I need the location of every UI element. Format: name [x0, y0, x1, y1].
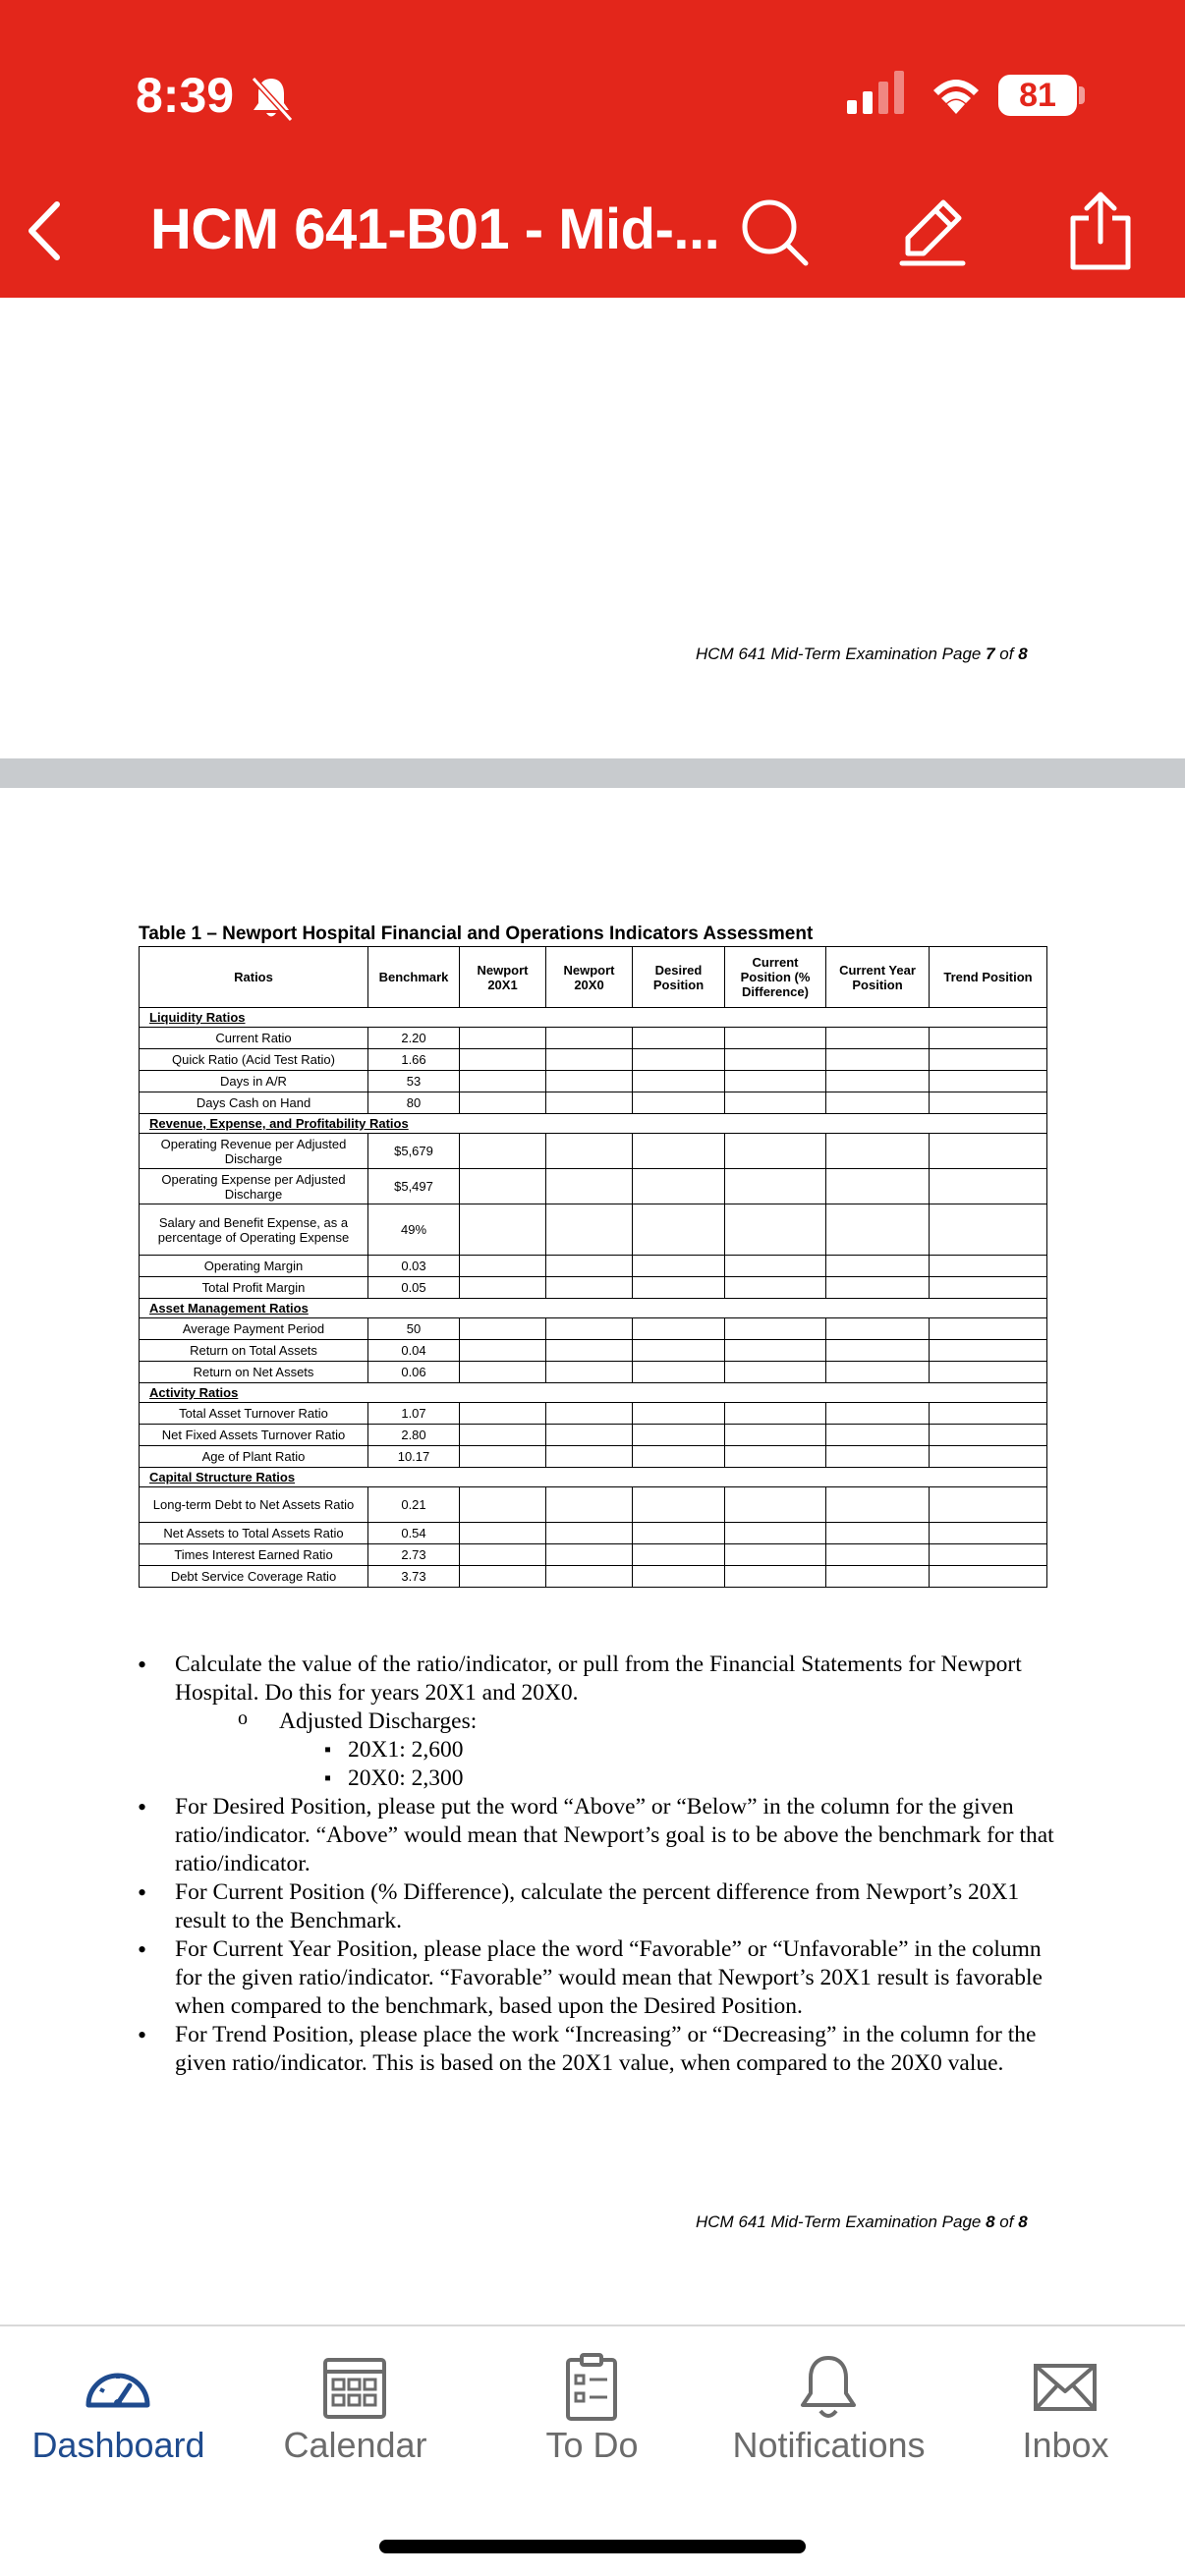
- table-row: [140, 1092, 1047, 1114]
- battery-tip: [1079, 86, 1085, 104]
- empty-answer-cell: [460, 1362, 546, 1383]
- ratio-cell: Net Fixed Assets Turnover Ratio: [140, 1425, 368, 1446]
- empty-answer-cell: [546, 1523, 633, 1544]
- sub-list-item: o Adjusted Discharges:: [138, 1708, 1056, 1736]
- empty-answer-cell: [546, 1544, 633, 1566]
- column-header: Ratios: [140, 947, 368, 1008]
- wifi-icon: [926, 69, 987, 116]
- empty-answer-cell: [633, 1487, 725, 1523]
- empty-answer-cell: [930, 1318, 1047, 1340]
- ratio-cell: Return on Total Assets: [140, 1340, 368, 1362]
- empty-answer-cell: [826, 1071, 930, 1092]
- empty-answer-cell: [930, 1523, 1047, 1544]
- empty-answer-cell: [546, 1169, 633, 1204]
- empty-answer-cell: [725, 1204, 826, 1256]
- table-row: [140, 1446, 1047, 1468]
- table-row: [140, 1049, 1047, 1071]
- empty-answer-cell: [930, 1256, 1047, 1277]
- benchmark-cell: 1.66: [368, 1049, 460, 1071]
- empty-answer-cell: [460, 1204, 546, 1256]
- empty-answer-cell: [460, 1446, 546, 1468]
- empty-answer-cell: [633, 1318, 725, 1340]
- empty-answer-cell: [725, 1049, 826, 1071]
- benchmark-cell: 50: [368, 1318, 460, 1340]
- empty-answer-cell: [546, 1256, 633, 1277]
- empty-answer-cell: [725, 1403, 826, 1425]
- empty-answer-cell: [930, 1071, 1047, 1092]
- empty-answer-cell: [546, 1277, 633, 1299]
- section-title: Asset Management Ratios: [140, 1299, 1047, 1318]
- sub-sub-list-item: ▪ 20X1: 2,600: [138, 1736, 1056, 1764]
- empty-answer-cell: [546, 1487, 633, 1523]
- tab-label: To Do: [545, 2425, 639, 2465]
- benchmark-cell: 80: [368, 1092, 460, 1114]
- table-section-row: [140, 1383, 1047, 1403]
- empty-answer-cell: [546, 1446, 633, 1468]
- table-row: [140, 1134, 1047, 1169]
- ratio-cell: Operating Expense per Adjusted Discharge: [140, 1169, 368, 1204]
- empty-answer-cell: [930, 1134, 1047, 1169]
- bottom-tab-bar: [0, 2324, 1185, 2576]
- ratio-cell: Total Profit Margin: [140, 1277, 368, 1299]
- home-indicator: [379, 2540, 806, 2553]
- ratio-cell: Average Payment Period: [140, 1318, 368, 1340]
- section-title: Revenue, Expense, and Profitability Ratios: [140, 1114, 1047, 1134]
- empty-answer-cell: [826, 1169, 930, 1204]
- empty-answer-cell: [930, 1092, 1047, 1114]
- empty-answer-cell: [826, 1425, 930, 1446]
- instructions: [138, 1651, 1056, 2078]
- empty-answer-cell: [826, 1523, 930, 1544]
- ratio-cell: Operating Revenue per Adjusted Discharge: [140, 1134, 368, 1169]
- empty-answer-cell: [725, 1362, 826, 1383]
- empty-answer-cell: [633, 1134, 725, 1169]
- benchmark-cell: 0.21: [368, 1487, 460, 1523]
- benchmark-cell: 0.05: [368, 1277, 460, 1299]
- empty-answer-cell: [826, 1340, 930, 1362]
- table-row: [140, 1425, 1047, 1446]
- empty-answer-cell: [460, 1487, 546, 1523]
- benchmark-cell: 0.54: [368, 1523, 460, 1544]
- empty-answer-cell: [633, 1425, 725, 1446]
- page-footer: HCM 641 Mid-Term Examination Page 8 of 8: [696, 2212, 1028, 2231]
- empty-answer-cell: [826, 1256, 930, 1277]
- empty-answer-cell: [826, 1566, 930, 1588]
- ratio-cell: Days in A/R: [140, 1071, 368, 1092]
- ratio-cell: Days Cash on Hand: [140, 1092, 368, 1114]
- empty-answer-cell: [546, 1028, 633, 1049]
- calendar-icon: [317, 2350, 392, 2425]
- empty-answer-cell: [930, 1566, 1047, 1588]
- empty-answer-cell: [930, 1204, 1047, 1256]
- list-item: • Calculate the value of the ratio/indicator, or pull from the Financial Statements for Newport Hospital. Do this for years 20X1 and 20X0.: [138, 1651, 1056, 1708]
- column-header: Desired Position: [633, 947, 725, 1008]
- tab-label: Inbox: [1022, 2425, 1109, 2465]
- empty-answer-cell: [546, 1425, 633, 1446]
- list-item: • For Trend Position, please place the work “Increasing” or “Decreasing” in the column for the given ratio/indicator. This is based on the 20X1 value, when compared to the 20X0 value.: [138, 2021, 1056, 2078]
- table-body: [140, 1008, 1047, 1588]
- empty-answer-cell: [633, 1340, 725, 1362]
- empty-answer-cell: [633, 1446, 725, 1468]
- mail-icon: [1028, 2350, 1102, 2425]
- empty-answer-cell: [633, 1403, 725, 1425]
- annotate-pen-icon[interactable]: [894, 195, 969, 269]
- signal-icon: [847, 71, 908, 114]
- empty-answer-cell: [826, 1049, 930, 1071]
- empty-answer-cell: [826, 1092, 930, 1114]
- empty-answer-cell: [826, 1277, 930, 1299]
- battery-icon: 81: [998, 75, 1077, 116]
- tab-notifications[interactable]: [710, 2326, 947, 2484]
- tab-dashboard[interactable]: [0, 2326, 237, 2484]
- empty-answer-cell: [460, 1256, 546, 1277]
- table-section-row: [140, 1114, 1047, 1134]
- column-header: Current Position (% Difference): [725, 947, 826, 1008]
- tab-label: Calendar: [283, 2425, 427, 2465]
- column-header: Trend Position: [930, 947, 1047, 1008]
- table-row: [140, 1340, 1047, 1362]
- empty-answer-cell: [826, 1446, 930, 1468]
- empty-answer-cell: [725, 1446, 826, 1468]
- document-title: HCM 641-B01 - Mid-...: [150, 197, 720, 261]
- ratio-cell: Salary and Benefit Expense, as a percentage of Operating Expense: [140, 1204, 368, 1256]
- todo-icon: [554, 2350, 629, 2425]
- empty-answer-cell: [546, 1566, 633, 1588]
- ratio-cell: Quick Ratio (Acid Test Ratio): [140, 1049, 368, 1071]
- ratio-cell: Times Interest Earned Ratio: [140, 1544, 368, 1566]
- empty-answer-cell: [725, 1425, 826, 1446]
- empty-answer-cell: [725, 1277, 826, 1299]
- table-row: [140, 1403, 1047, 1425]
- ratio-cell: Total Asset Turnover Ratio: [140, 1403, 368, 1425]
- empty-answer-cell: [633, 1169, 725, 1204]
- table-row: [140, 1204, 1047, 1256]
- section-title: Liquidity Ratios: [140, 1008, 1047, 1028]
- tab-inbox[interactable]: [947, 2326, 1184, 2484]
- app-header: [0, 0, 1185, 298]
- empty-answer-cell: [633, 1256, 725, 1277]
- tab-calendar[interactable]: [237, 2326, 474, 2484]
- ratio-cell: Age of Plant Ratio: [140, 1446, 368, 1468]
- empty-answer-cell: [930, 1403, 1047, 1425]
- empty-answer-cell: [725, 1340, 826, 1362]
- empty-answer-cell: [633, 1362, 725, 1383]
- table-row: [140, 1544, 1047, 1566]
- empty-answer-cell: [725, 1544, 826, 1566]
- ratio-cell: Operating Margin: [140, 1256, 368, 1277]
- column-header: Newport 20X1: [460, 947, 546, 1008]
- table-section-row: [140, 1299, 1047, 1318]
- empty-answer-cell: [546, 1204, 633, 1256]
- empty-answer-cell: [633, 1092, 725, 1114]
- empty-answer-cell: [633, 1566, 725, 1588]
- empty-answer-cell: [460, 1071, 546, 1092]
- empty-answer-cell: [460, 1092, 546, 1114]
- empty-answer-cell: [725, 1134, 826, 1169]
- empty-answer-cell: [725, 1169, 826, 1204]
- empty-answer-cell: [633, 1544, 725, 1566]
- empty-answer-cell: [460, 1049, 546, 1071]
- ratio-cell: Return on Net Assets: [140, 1362, 368, 1383]
- empty-answer-cell: [633, 1277, 725, 1299]
- empty-answer-cell: [725, 1256, 826, 1277]
- sub-sub-list-item: ▪ 20X0: 2,300: [138, 1764, 1056, 1793]
- empty-answer-cell: [826, 1362, 930, 1383]
- dashboard-icon: [81, 2350, 155, 2425]
- table-row: [140, 1028, 1047, 1049]
- share-icon[interactable]: [1063, 189, 1138, 271]
- table-section-row: [140, 1468, 1047, 1487]
- empty-answer-cell: [930, 1028, 1047, 1049]
- benchmark-cell: 2.73: [368, 1544, 460, 1566]
- empty-answer-cell: [930, 1340, 1047, 1362]
- ratio-cell: Debt Service Coverage Ratio: [140, 1566, 368, 1588]
- empty-answer-cell: [460, 1169, 546, 1204]
- empty-answer-cell: [725, 1566, 826, 1588]
- empty-answer-cell: [725, 1028, 826, 1049]
- ratio-cell: Long-term Debt to Net Assets Ratio: [140, 1487, 368, 1523]
- benchmark-cell: $5,679: [368, 1134, 460, 1169]
- empty-answer-cell: [460, 1425, 546, 1446]
- empty-answer-cell: [460, 1544, 546, 1566]
- benchmark-cell: 0.03: [368, 1256, 460, 1277]
- benchmark-cell: 1.07: [368, 1403, 460, 1425]
- empty-answer-cell: [826, 1403, 930, 1425]
- ratio-cell: Net Assets to Total Assets Ratio: [140, 1523, 368, 1544]
- table-row: [140, 1487, 1047, 1523]
- benchmark-cell: 53: [368, 1071, 460, 1092]
- empty-answer-cell: [460, 1403, 546, 1425]
- empty-answer-cell: [546, 1092, 633, 1114]
- search-icon[interactable]: [739, 196, 812, 269]
- empty-answer-cell: [633, 1204, 725, 1256]
- empty-answer-cell: [930, 1049, 1047, 1071]
- page-footer: HCM 641 Mid-Term Examination Page 7 of 8: [696, 644, 1028, 663]
- empty-answer-cell: [460, 1523, 546, 1544]
- benchmark-cell: 2.20: [368, 1028, 460, 1049]
- ratio-cell: Current Ratio: [140, 1028, 368, 1049]
- table-section-row: [140, 1008, 1047, 1028]
- empty-answer-cell: [930, 1446, 1047, 1468]
- empty-answer-cell: [826, 1544, 930, 1566]
- list-item: • For Desired Position, please put the word “Above” or “Below” in the column for the given ratio/indicator. “Above” would mean that Newport’s goal is to be above the benchmark for that ratio/indicator.: [138, 1793, 1056, 1878]
- benchmark-cell: 49%: [368, 1204, 460, 1256]
- empty-answer-cell: [725, 1092, 826, 1114]
- empty-answer-cell: [930, 1544, 1047, 1566]
- table-row: [140, 1523, 1047, 1544]
- empty-answer-cell: [546, 1340, 633, 1362]
- table-row: [140, 1277, 1047, 1299]
- empty-answer-cell: [460, 1566, 546, 1588]
- empty-answer-cell: [725, 1523, 826, 1544]
- empty-answer-cell: [460, 1277, 546, 1299]
- column-header: Benchmark: [368, 947, 460, 1008]
- section-title: Capital Structure Ratios: [140, 1468, 1047, 1487]
- status-time: 8:39: [136, 68, 235, 123]
- table-row: [140, 1318, 1047, 1340]
- section-title: Activity Ratios: [140, 1383, 1047, 1403]
- list-item: • For Current Year Position, please place the word “Favorable” or “Unfavorable” in the column for the given ratio/indicator. “Favorable” would mean that Newport’s 20X1 result is favorable when compared to the benchmark, based upon the Desired Position.: [138, 1935, 1056, 2021]
- empty-answer-cell: [546, 1403, 633, 1425]
- financial-indicators-table: [139, 946, 1047, 1588]
- benchmark-cell: 2.80: [368, 1425, 460, 1446]
- empty-answer-cell: [826, 1028, 930, 1049]
- empty-answer-cell: [546, 1049, 633, 1071]
- table-row: [140, 1256, 1047, 1277]
- empty-answer-cell: [633, 1523, 725, 1544]
- table-header-row: [140, 947, 1047, 1008]
- benchmark-cell: 0.04: [368, 1340, 460, 1362]
- back-icon[interactable]: [20, 196, 69, 265]
- empty-answer-cell: [546, 1362, 633, 1383]
- benchmark-cell: $5,497: [368, 1169, 460, 1204]
- benchmark-cell: 10.17: [368, 1446, 460, 1468]
- empty-answer-cell: [930, 1425, 1047, 1446]
- empty-answer-cell: [930, 1362, 1047, 1383]
- empty-answer-cell: [633, 1028, 725, 1049]
- tab-label: Notifications: [732, 2425, 926, 2465]
- empty-answer-cell: [826, 1318, 930, 1340]
- table-row: [140, 1169, 1047, 1204]
- benchmark-cell: 0.06: [368, 1362, 460, 1383]
- empty-answer-cell: [930, 1169, 1047, 1204]
- empty-answer-cell: [725, 1318, 826, 1340]
- empty-answer-cell: [460, 1028, 546, 1049]
- bell-off-icon: [246, 73, 297, 124]
- bell-icon: [791, 2350, 866, 2425]
- empty-answer-cell: [826, 1204, 930, 1256]
- empty-answer-cell: [725, 1487, 826, 1523]
- empty-answer-cell: [930, 1487, 1047, 1523]
- table-row: [140, 1566, 1047, 1588]
- empty-answer-cell: [460, 1134, 546, 1169]
- tab-label: Dashboard: [31, 2425, 205, 2465]
- empty-answer-cell: [826, 1487, 930, 1523]
- tab-todo[interactable]: [474, 2326, 710, 2484]
- column-header: Newport 20X0: [546, 947, 633, 1008]
- table-row: [140, 1362, 1047, 1383]
- instruction-list: [138, 1651, 1056, 2078]
- empty-answer-cell: [633, 1049, 725, 1071]
- empty-answer-cell: [633, 1071, 725, 1092]
- empty-answer-cell: [930, 1277, 1047, 1299]
- empty-answer-cell: [460, 1340, 546, 1362]
- empty-answer-cell: [546, 1071, 633, 1092]
- page-separator: [0, 758, 1185, 788]
- empty-answer-cell: [546, 1318, 633, 1340]
- empty-answer-cell: [460, 1318, 546, 1340]
- empty-answer-cell: [826, 1134, 930, 1169]
- benchmark-cell: 3.73: [368, 1566, 460, 1588]
- empty-answer-cell: [546, 1134, 633, 1169]
- empty-answer-cell: [725, 1071, 826, 1092]
- column-header: Current Year Position: [826, 947, 930, 1008]
- table-row: [140, 1071, 1047, 1092]
- list-item: • For Current Position (% Difference), calculate the percent difference from Newport’s 20X1 result to the Benchmark.: [138, 1878, 1056, 1935]
- table-title: Table 1 – Newport Hospital Financial and Operations Indicators Assessment: [139, 924, 814, 944]
